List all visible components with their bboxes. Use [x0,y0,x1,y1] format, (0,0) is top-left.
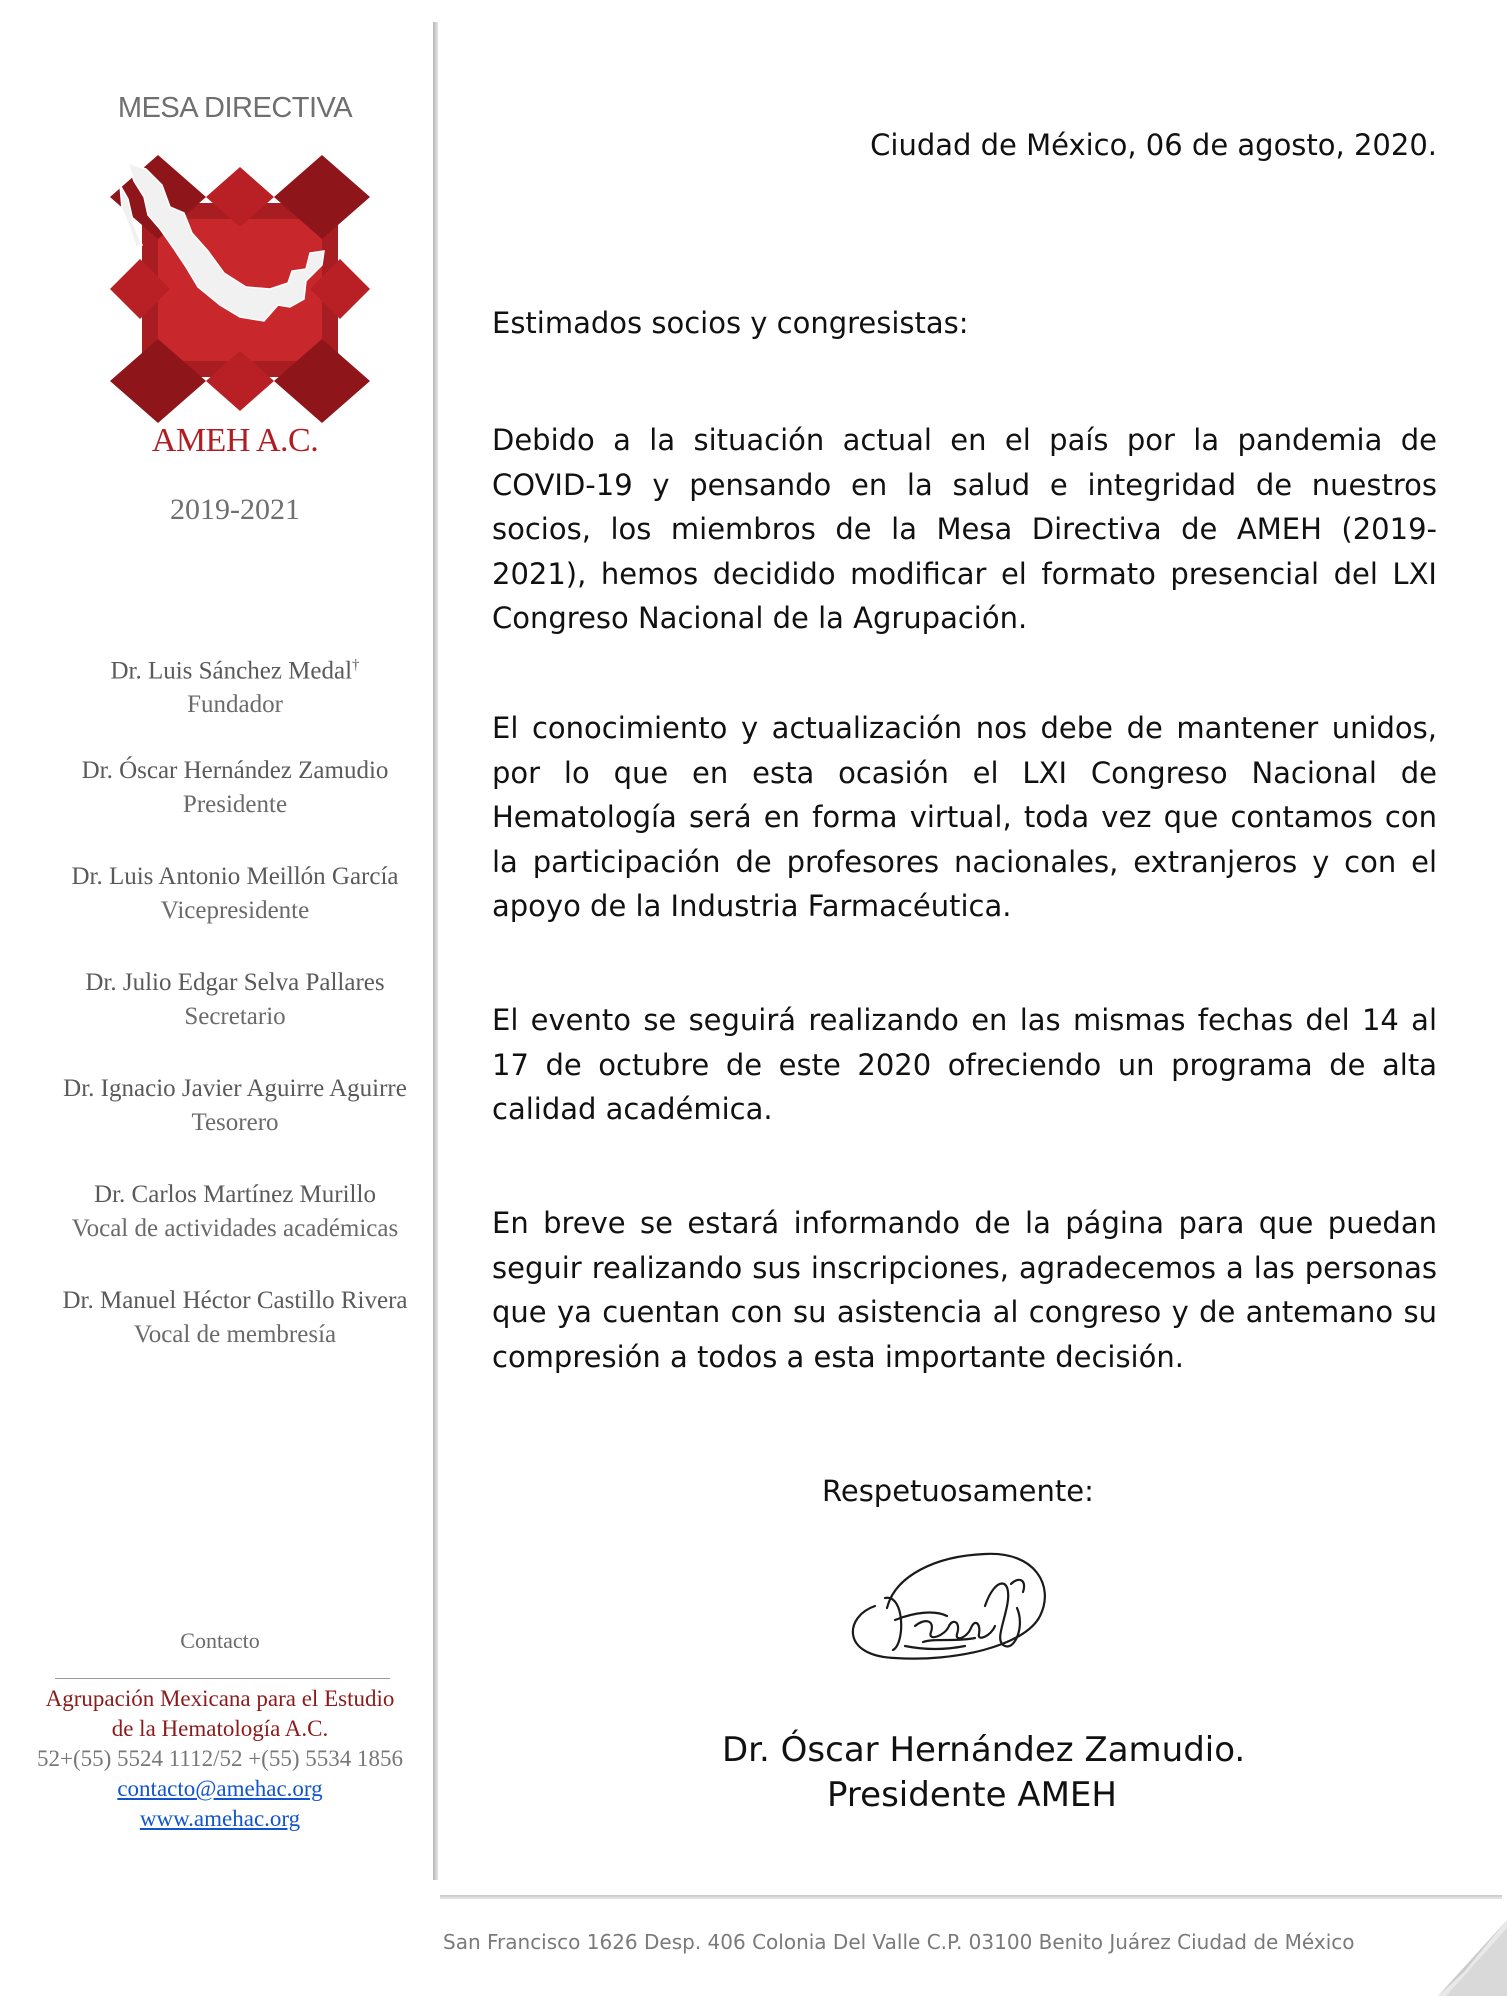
handwritten-signature [835,1546,1065,1676]
contact-email-link[interactable]: contacto@amehac.org [117,1776,323,1801]
board-member [30,966,440,1072]
board-member [30,754,440,860]
ameh-logo [100,155,380,425]
member-name: Dr. Óscar Hernández Zamudio [81,757,389,784]
signer-title: Presidente AMEH [827,1775,1117,1815]
contact-heading: Contacto [180,1628,260,1653]
member-role: Vicepresidente [160,897,310,924]
contact-org-line-2: de la Hematología A.C. [111,1716,329,1741]
member-role: Vocal de membresía [133,1321,337,1348]
footer-address: San Francisco 1626 Desp. 406 Colonia Del Valle C.P. 03100 Benito Juárez Ciudad de México [443,1930,1355,1954]
letter-paragraph: Debido a la situación actual en el país por la pandemia de COVID-19 y pensando en la salud e integridad de nuestros socios, los miembros de la Mesa Directiva de AMEH (2019-2021), hemos decidido modificar el formato presencial del LXI Congreso Nacional de la Agrupación. [492,423,1437,635]
member-name: Dr. Julio Edgar Selva Pallares [85,969,385,996]
website-link[interactable]: www.amehac.org [139,1806,301,1831]
letter-paragraph: En breve se estará informando de la página para que puedan seguir realizando sus inscripciones, agradecemos a las personas que ya cuentan con su asistencia al congreso y de antemano su compresión a todos a esta importante decisión. [492,1206,1437,1374]
member-name: Dr. Ignacio Javier Aguirre Aguirre [63,1075,407,1102]
member-role: Fundador [187,691,283,719]
contact-org-line-1: Agrupación Mexicana para el Estudio [45,1686,395,1711]
board-member-list [30,648,440,1390]
board-member [30,1178,440,1284]
board-period: 2019-2021 [170,493,300,526]
member-role: Vocal de actividades académicas [71,1215,399,1242]
contact-phones: 52+(55) 5524 1112/52 +(55) 5534 1856 [36,1746,403,1771]
board-member [30,648,440,754]
sidebar [0,0,430,1880]
signer-block [722,1728,1246,1818]
vertical-divider [433,22,438,1880]
letter-paragraph: El evento se seguirá realizando en las mismas fechas del 14 al 17 de octubre de este 2020 ofreciendo un programa de alta calidad académica. [492,1003,1437,1126]
member-role: Tesorero [191,1109,279,1136]
member-role: Secretario [184,1003,286,1030]
member-name: Dr. Luis Antonio Meillón García [71,863,399,890]
org-abbreviation: AMEH A.C. [151,422,319,459]
footer-divider [440,1895,1502,1899]
member-name: Dr. Luis Sánchez Medal† [110,657,360,685]
contact-divider [55,1678,390,1679]
letter-closing: Respetuosamente: [822,1474,1094,1508]
deceased-mark: † [352,657,360,673]
member-name: Dr. Carlos Martínez Murillo [94,1181,376,1208]
letter-paragraph: El conocimiento y actualización nos debe de mantener unidos, por lo que en esta ocasión el LXI Congreso Nacional de Hematología será en forma virtual, toda vez que contamos con la participación de profesores nacionales, extranjeros y con el apoyo de la Industria Farmacéutica. [492,711,1437,923]
signer-name: Dr. Óscar Hernández Zamudio. [722,1730,1246,1770]
page-curl-icon [1438,1920,1507,1996]
board-member [30,860,440,966]
contact-block [0,1684,440,1834]
board-member [30,1284,440,1390]
board-heading: MESA DIRECTIVA [117,92,353,124]
letter-date: Ciudad de México, 06 de agosto, 2020. [870,128,1437,162]
letter-greeting: Estimados socios y congresistas: [492,306,969,340]
member-name: Dr. Manuel Héctor Castillo Rivera [62,1287,408,1314]
board-member [30,1072,440,1178]
member-role: Presidente [182,791,288,818]
